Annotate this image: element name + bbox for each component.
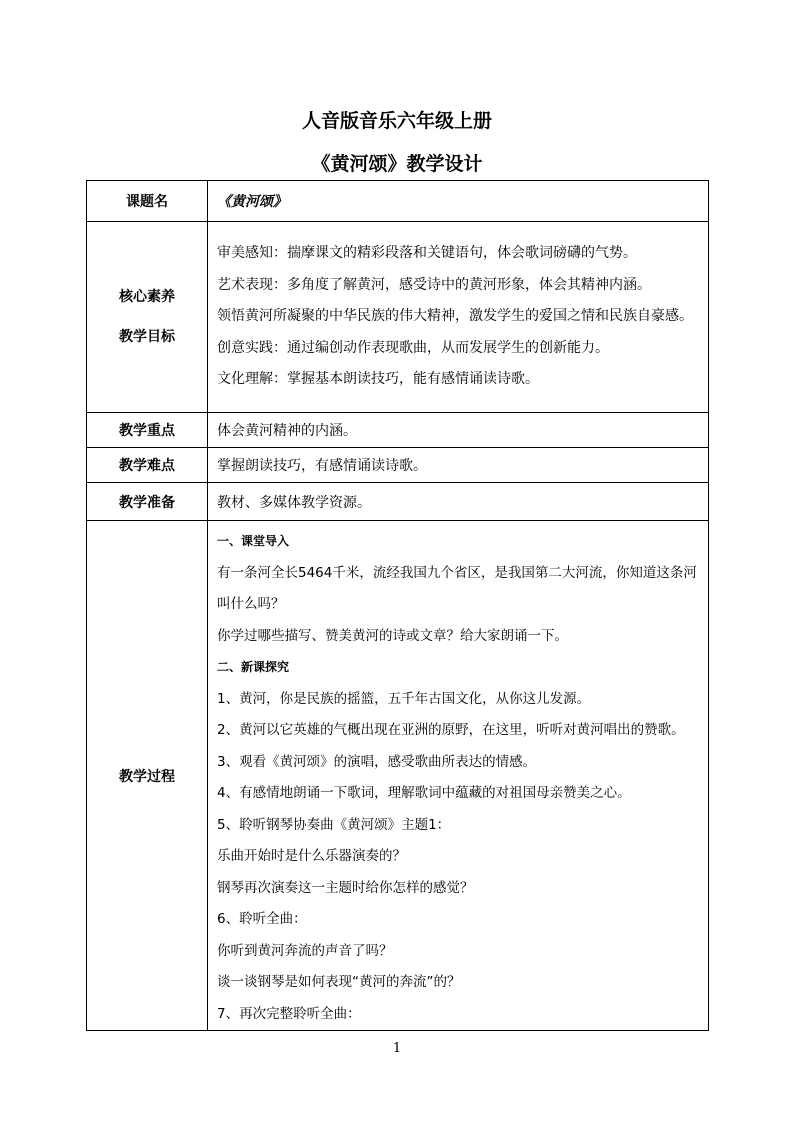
- table-row-goals: [87, 222, 709, 413]
- page-number: 1: [392, 1041, 402, 1056]
- process-line: 7、再次完整聆听全曲：: [217, 1005, 361, 1022]
- lesson-plan-table: [86, 180, 709, 1031]
- preparation-label: 教学准备: [87, 483, 208, 521]
- topic-label: 课题名: [87, 181, 208, 222]
- document-title: 人音版音乐六年级上册: [301, 110, 492, 132]
- process-line: 2、黄河以它英雄的气概出现在亚洲的原野，在这里，听听对黄河唱出的赞歌。: [217, 722, 685, 738]
- process-line: 6、聆听全曲：: [217, 911, 307, 927]
- goal-item: 艺术表现：多角度了解黄河，感受诗中的黄河形象，体会其精神内涵。: [217, 276, 651, 293]
- process-line: 1、黄河，你是民族的摇篮，五千年古国文化，从你这儿发源。: [217, 690, 591, 707]
- goals-label-line2: 教学目标: [119, 329, 175, 345]
- process-line: 你听到黄河奔流的声音了吗？: [217, 942, 393, 959]
- table-row-preparation: [87, 483, 709, 521]
- process-line: 乐曲开始时是什么乐器演奏的？: [217, 848, 406, 864]
- table-row-process: [87, 521, 709, 1031]
- topic-value-cell: [208, 181, 709, 222]
- goal-item: 创意实践：通过编创动作表现歌曲，从而发展学生的创新能力。: [217, 339, 609, 356]
- process-line: 钢琴再次演奏这一主题时给你怎样的感觉？: [217, 879, 474, 896]
- preparation-value: 教材、多媒体教学资源。: [208, 483, 709, 521]
- process-line: 有一条河全长5464千米，流经我国九个省区，是我国第二大河流，你知道这条河叫什么吗？: [217, 564, 697, 612]
- section-heading: 一、课堂导入: [217, 534, 290, 548]
- goal-item: 审美感知：揣摩课文的精彩段落和关键语句，体会歌词磅礴的气势。: [217, 245, 637, 262]
- process-content: [208, 521, 709, 1031]
- section-heading: 二、新课探究: [217, 660, 290, 674]
- goals-content: [208, 222, 709, 413]
- key-points-value: 体会黄河精神的内涵。: [208, 413, 709, 448]
- goals-label-line1: 核心素养: [119, 289, 175, 305]
- process-line: 3、观看《黄河颂》的演唱，感受歌曲所表达的情感。: [217, 753, 537, 770]
- process-line: 谈一谈钢琴是如何表现“黄河的奔流”的？: [217, 974, 461, 990]
- process-line: 4、有感情地朗诵一下歌词，理解歌词中蕴藏的对祖国母亲赞美之心。: [217, 785, 631, 801]
- goal-item: 领悟黄河所凝聚的中华民族的伟大精神，激发学生的爱国之情和民族自豪感。: [217, 308, 693, 325]
- difficulties-value: 掌握朗读技巧，有感情诵读诗歌。: [208, 448, 709, 483]
- table-row-key-points: [87, 413, 709, 448]
- process-line: 你学过哪些描写、赞美黄河的诗或文章？给大家朗诵一下。: [217, 627, 568, 644]
- process-line: 5、聆听钢琴协奏曲《黄河颂》主题1：: [217, 816, 451, 833]
- difficulties-label: 教学难点: [87, 448, 208, 483]
- process-label: 教学过程: [87, 521, 208, 1031]
- table-row-topic: [87, 181, 709, 222]
- document-subtitle: 《黄河颂》教学设计: [311, 153, 483, 175]
- key-points-label: 教学重点: [87, 413, 208, 448]
- goals-label: [87, 222, 208, 413]
- topic-value: 《黄河颂》: [217, 194, 287, 210]
- table-row-difficulties: [87, 448, 709, 483]
- goal-item: 文化理解：掌握基本朗读技巧，能有感情诵读诗歌。: [217, 371, 539, 388]
